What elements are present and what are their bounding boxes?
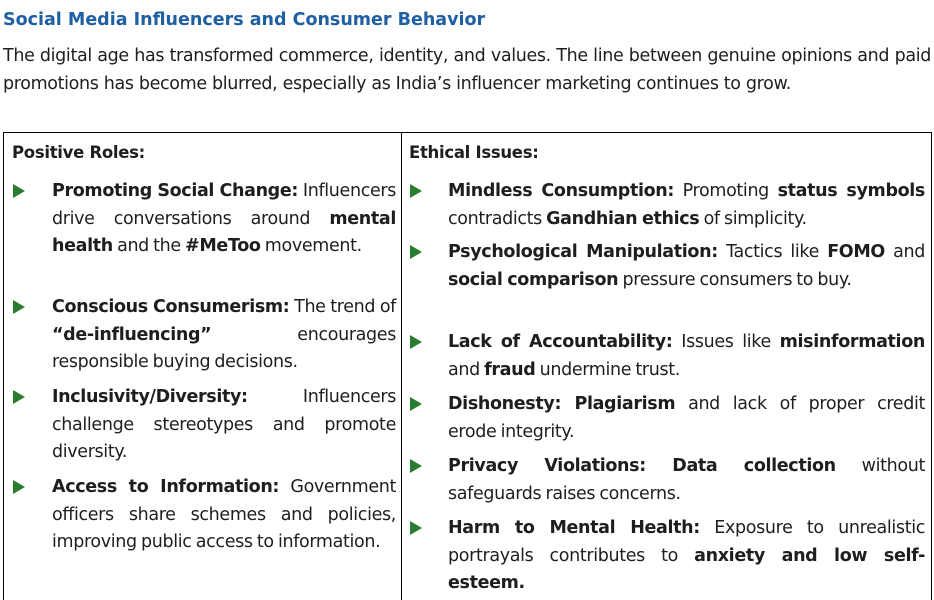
bold-text-run: mental health <box>52 208 396 256</box>
positive-item-text <box>52 384 396 467</box>
text-run: Issues like <box>672 332 780 352</box>
ethical-item-text <box>448 178 925 233</box>
ethical-item-text <box>448 239 925 294</box>
ethical-item <box>402 329 925 384</box>
text-run: Exposure to unrealistic portrayals contributes to <box>448 518 925 566</box>
text-run: Tactics like <box>717 242 828 262</box>
positive-item-text <box>52 178 396 261</box>
text-run: Government officers share schemes and policies, improving public access to information. <box>52 477 396 552</box>
bold-text-run: Harm to Mental Health: <box>448 518 700 538</box>
arrow-bullet-icon <box>13 184 25 198</box>
ethical-issues-heading: Ethical Issues: <box>409 143 539 162</box>
bold-text-run: Gandhian ethics <box>546 208 700 229</box>
text-run: pressure consumers to buy. <box>618 269 852 290</box>
text-run: of simplicity. <box>699 208 807 229</box>
positive-item-text <box>52 294 396 377</box>
arrow-bullet-icon <box>410 184 422 198</box>
positive-roles-heading: Positive Roles: <box>12 143 145 162</box>
bold-text-run: #MeToo <box>185 236 261 256</box>
text-run: Influencers drive conversations around <box>52 181 396 229</box>
bold-text-run: Dishonesty: Plagiarism <box>448 394 676 414</box>
ethical-issues-column <box>402 133 931 600</box>
ethical-item-text <box>448 453 925 508</box>
positive-roles-column <box>4 133 402 600</box>
bold-text-run: fraud <box>484 359 536 380</box>
bold-text-run: Mindless Consumption: <box>448 181 675 201</box>
text-run: and lack of proper credit erode integrity. <box>448 394 925 442</box>
positive-item-text <box>52 474 396 557</box>
arrow-bullet-icon <box>410 521 422 535</box>
text-run: and the <box>112 236 186 256</box>
ethical-item-text <box>448 515 925 598</box>
text-run: undermine trust. <box>535 359 680 380</box>
positive-item <box>4 474 396 557</box>
arrow-bullet-icon <box>13 480 25 494</box>
ethical-item-text <box>448 329 925 384</box>
arrow-bullet-icon <box>410 397 422 411</box>
bold-text-run: anxiety and low self-esteem. <box>448 545 925 593</box>
text-run: Promoting <box>674 181 778 201</box>
comparison-table <box>3 132 932 600</box>
bold-text-run: misinformation <box>779 332 925 352</box>
text-run: without safeguards raises concerns. <box>448 456 925 504</box>
text-run: and <box>884 242 925 262</box>
ethical-item-text <box>448 391 925 446</box>
arrow-bullet-icon <box>410 335 422 349</box>
text-run: and <box>448 359 485 380</box>
text-run: The trend of <box>289 297 396 317</box>
ethical-item <box>402 515 925 598</box>
ethical-item <box>402 239 925 294</box>
arrow-bullet-icon <box>13 300 25 314</box>
bold-text-run: social comparison <box>448 269 619 290</box>
bold-text-run: Privacy Violations: Data collection <box>448 456 836 476</box>
positive-item <box>4 384 396 467</box>
section-title: Social Media Influencers and Consumer Behavior <box>3 10 486 30</box>
arrow-bullet-icon <box>410 459 422 473</box>
bold-text-run: “de-influencing” <box>52 324 212 345</box>
text-run: movement. <box>260 236 362 256</box>
positive-item <box>4 294 396 377</box>
arrow-bullet-icon <box>13 390 25 404</box>
bold-text-run: Access to Information: <box>52 477 280 497</box>
text-run: Influencers challenge stereotypes and promote diversity. <box>52 387 396 462</box>
bold-text-run: Lack of Accountability: <box>448 332 673 352</box>
text-run: contradicts <box>448 208 547 229</box>
bold-text-run: FOMO <box>827 242 885 262</box>
ethical-item <box>402 178 925 233</box>
ethical-item <box>402 391 925 446</box>
positive-item <box>4 178 396 261</box>
bold-text-run: status symbols <box>777 181 926 201</box>
text-run: encourages responsible buying decisions. <box>52 324 396 372</box>
bold-text-run: Inclusivity/Diversity: <box>52 387 248 407</box>
bold-text-run: Psychological Manipulation: <box>448 242 718 262</box>
ethical-item <box>402 453 925 508</box>
bold-text-run: Promoting Social Change: <box>52 181 299 201</box>
bold-text-run: Conscious Consumerism: <box>52 297 290 317</box>
arrow-bullet-icon <box>410 245 422 259</box>
intro-paragraph: The digital age has transformed commerce, identity, and values. The line between genuine opinions and paid promotions has become blurred, especially as India’s influencer marketing continues to grow. <box>3 46 931 94</box>
